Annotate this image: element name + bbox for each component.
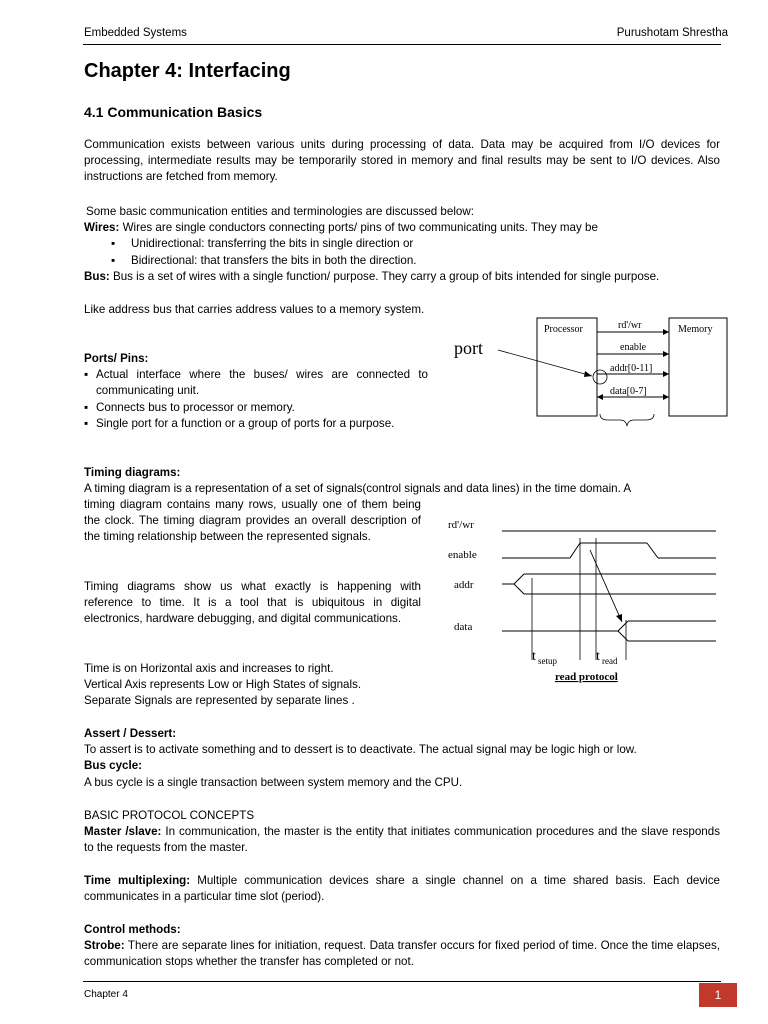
running-header-right: Purushotam Shrestha [616,27,728,39]
page-number-badge: 1 [699,983,737,1007]
axis-notes [84,661,421,710]
t-setup-sub: setup [538,656,557,666]
assert-heading: Assert / Dessert: [84,727,177,740]
port-label: port [454,338,483,358]
timing-signal-label: enable [448,549,477,561]
protocol-heading: BASIC PROTOCOL CONCEPTS [84,809,255,822]
timing-paragraph: timing diagram contains many rows, usually one of them being the clock. The timing diagram provides an overall description of the timing relationship between the represented signals. [84,498,421,544]
wires-item: ▪ Unidirectional: transferring the bits in single direction or [84,236,720,252]
t-read-sub: read [602,656,618,666]
t-read-t: t [596,649,600,664]
master-slave-definition: Master /slave: In communication, the master is the entity that initiates communication procedures and the slave responds to the requests from the master. [84,825,720,855]
strobe-definition: Strobe: There are separate lines for initiation, request. Data transfer occurs for fixed period of time. Once the time elapses, communication stops whether the transfer has completed or not. [84,939,720,969]
control-heading: Control methods: [84,923,181,936]
wires-definition: Wires: Wires are single conductors connecting ports/ pins of two communicating units. They may be [84,221,598,235]
ports-heading: Ports/ Pins: [84,352,149,365]
timing-block [84,465,720,497]
footer-rule [83,981,721,982]
ports-block [84,351,428,432]
signal-label: data[0-7] [610,386,647,397]
read-protocol-timing-diagram [440,510,730,688]
bus-cycle-heading: Bus cycle: [84,759,142,773]
timing-paragraph-2: Timing diagrams show us what exactly is happening with reference to time. It is a tool that is ubiquitous in digital electronics, hardware debugging, and digital communications. [84,580,421,626]
read-protocol-caption: read protocol [555,671,618,683]
control-block [84,922,720,971]
ports-item: ▪ Connects bus to processor or memory. [84,400,428,416]
timing-signal-label: rd'/wr [448,519,474,531]
ports-item: ▪ Single port for a function or a group of ports for a purpose. [84,416,428,432]
signal-label: rd'/wr [618,320,642,331]
entities-intro: Some basic communication entities and terminologies are discussed below: [86,205,474,218]
time-multiplexing-definition: Time multiplexing: Multiple communication devices share a single channel on a time shared basis. Each device communicates in a particular time slot (period). [84,874,720,904]
signal-label: addr[0-11] [610,363,653,374]
assert-text: To assert is to activate something and to dessert is to deactivate. The actual signal may be logic high or low. [84,743,637,757]
axis-note: Time is on Horizontal axis and increases to right. [84,662,334,675]
timing-signal-label: addr [454,579,474,591]
assert-block [84,726,720,791]
timing-heading: Timing diagrams: [84,466,181,479]
axis-note: Vertical Axis represents Low or High States of signals. [84,678,362,692]
timing-signal-label: data [454,621,473,633]
memory-label: Memory [678,324,713,335]
section-heading: 4.1 Communication Basics [84,104,263,120]
intro-paragraph: Communication exists between various units during processing of data. Data may be acquired from I/O devices for processing, intermediate results may be temporarily stored in memory and final results may be sent to I/O devices. Also instructions are fetched from memory. [84,138,720,184]
signal-label: enable [620,342,647,353]
footer-chapter: Chapter 4 [84,989,128,1000]
axis-note: Separate Signals are represented by separate lines . [84,694,355,708]
bus-example: Like address bus that carries address values to a memory system. [84,303,425,316]
wires-item: ▪ Bidirectional: that transfers the bits in both the direction. [84,253,720,269]
bus-definition: Bus: Bus is a set of wires with a single function/ purpose. They carry a group of bits intended for single purpose. [84,269,660,283]
t-setup-t: t [532,649,536,664]
chapter-title: Chapter 4: Interfacing [84,60,291,82]
bus-cycle-text: A bus cycle is a single transaction between system memory and the CPU. [84,775,463,789]
protocol-block [84,808,720,857]
ports-item: ▪ Actual interface where the buses/ wires are connected to communicating unit. [84,367,428,399]
running-header-left: Embedded Systems [84,27,187,39]
entities-block [84,204,720,285]
processor-memory-diagram [440,310,730,432]
timing-line1: A timing diagram is a representation of a set of signals(control signals and data lines) in the time domain. A [84,482,632,496]
header-rule [83,44,721,45]
processor-label: Processor [544,324,583,335]
